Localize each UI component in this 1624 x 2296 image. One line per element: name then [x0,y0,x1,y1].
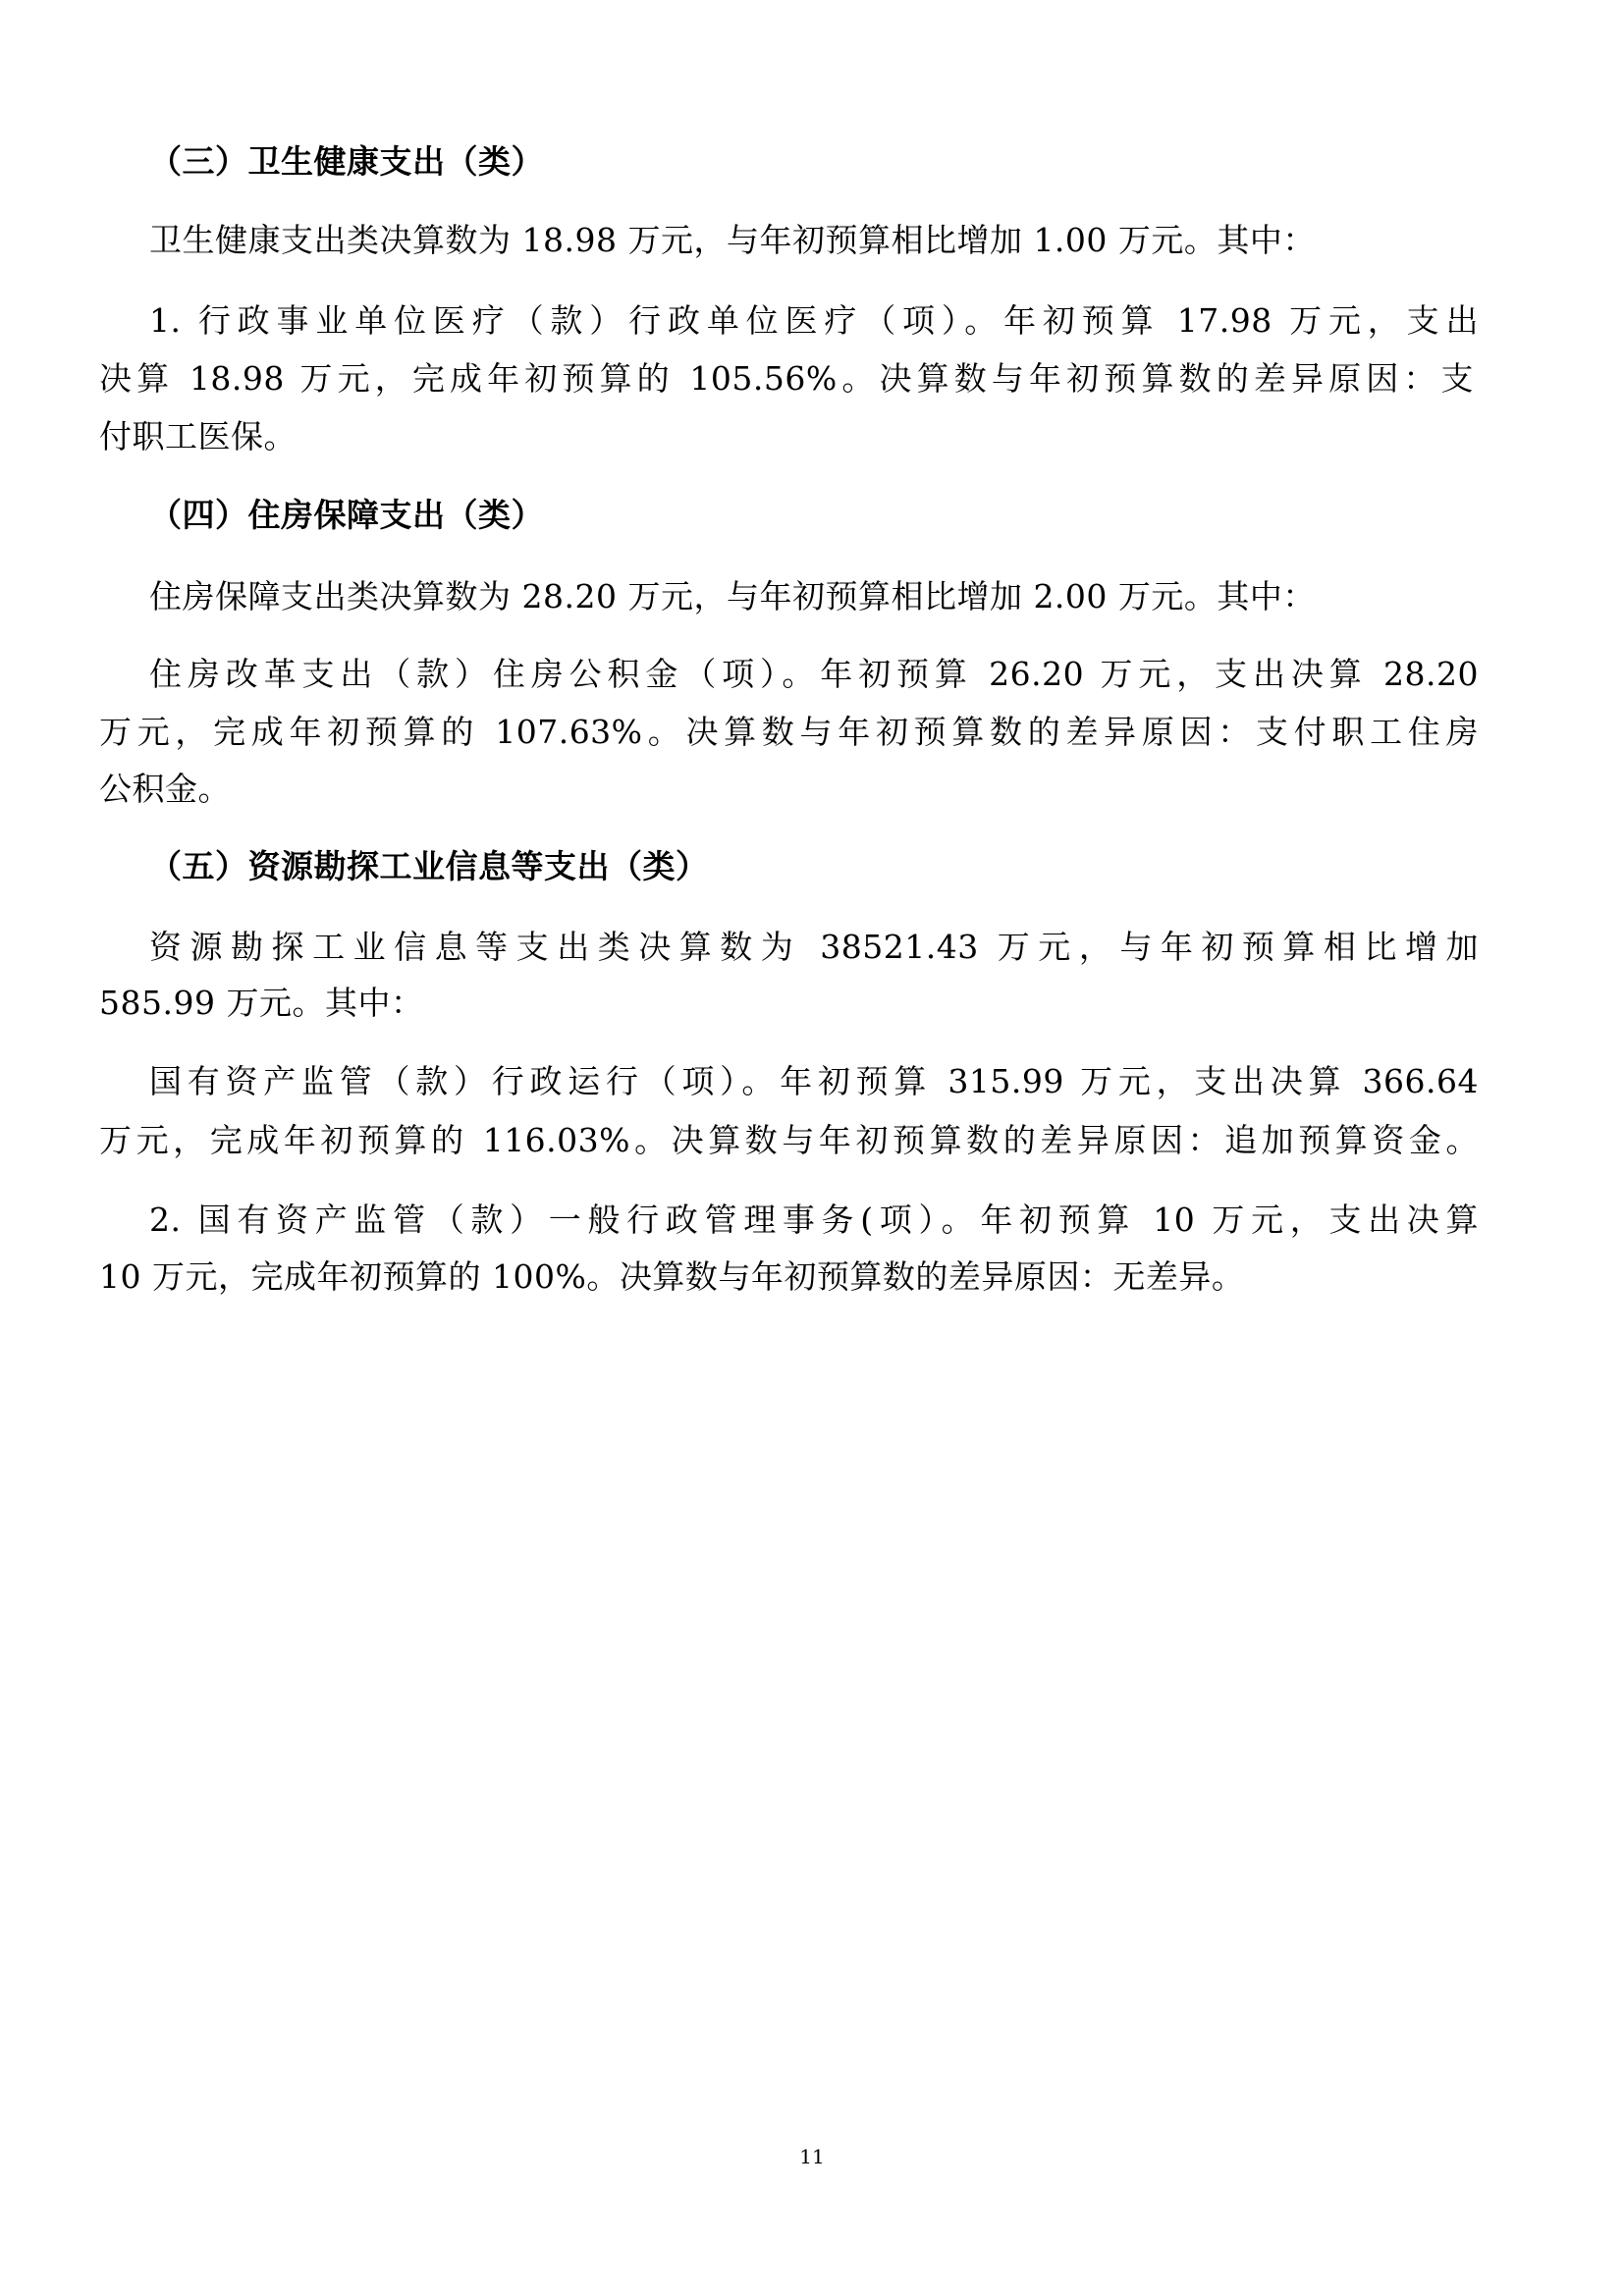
section-heading-health: （三）卫生健康支出（类） [149,142,544,181]
paragraph-line: 付职工医保。 [99,417,297,455]
paragraph-line: 国有资产监管（款）行政运行（项）。年初预算 315.99 万元，支出决算 366.64 [149,1062,1479,1100]
paragraph-line: 卫生健康支出类决算数为 18.98 万元，与年初预算相比增加 1.00 万元。其中： [149,221,1316,259]
paragraph-line: 585.99 万元。其中： [99,984,424,1022]
paragraph-line: 决算 18.98 万元，完成年初预算的 105.56%。决算数与年初预算数的差异原因：支 [99,359,1474,398]
paragraph-line: 住房改革支出（款）住房公积金（项）。年初预算 26.20 万元，支出决算 28.20 [149,655,1479,693]
paragraph-line: 住房保障支出类决算数为 28.20 万元，与年初预算相比增加 2.00 万元。其中： [149,577,1316,615]
paragraph-line: 资源勘探工业信息等支出类决算数为 38521.43 万元，与年初预算相比增加 [149,928,1479,966]
section-heading-resources: （五）资源勘探工业信息等支出（类） [149,847,709,885]
section-heading-housing: （四）住房保障支出（类） [149,496,544,534]
paragraph-line: 10 万元，完成年初预算的 100%。决算数与年初预算数的差异原因：无差异。 [99,1257,1245,1296]
paragraph-line: 公积金。 [99,770,231,808]
paragraph-line: 2. 国有资产监管（款）一般行政管理事务(项）。年初预算 10 万元，支出决算 [149,1201,1479,1239]
page-number: 11 [799,2145,825,2168]
paragraph-line: 万元，完成年初预算的 107.63%。决算数与年初预算数的差异原因：支付职工住房 [99,713,1479,751]
paragraph-line: 1. 行政事业单位医疗（款）行政单位医疗（项）。年初预算 17.98 万元，支出 [149,301,1479,340]
paragraph-line: 万元，完成年初预算的 116.03%。决算数与年初预算数的差异原因：追加预算资金。 [99,1121,1479,1159]
